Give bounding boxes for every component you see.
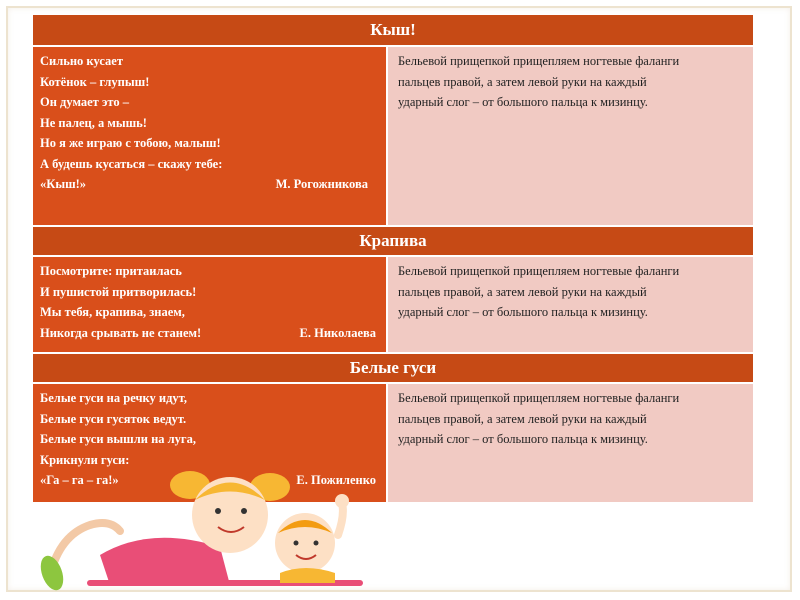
instruction-line: Бельевой прищепкой прищепляем ногтевые фаланги — [398, 391, 680, 405]
table-row-kysh — [33, 47, 753, 227]
poem-line: И пушистой притворилась! — [40, 284, 197, 299]
poem-author: М. Рогожникова — [275, 177, 368, 191]
poem-line: Посмотрите: притаилась — [40, 264, 182, 278]
instruction-line: ударный слог – от большого пальца к мизинцу. — [398, 432, 648, 446]
boy-shirt — [280, 568, 335, 583]
poem-author: Е. Пожиленко — [296, 473, 376, 487]
kids-illustration — [30, 455, 370, 595]
poem-line: Сильно кусает — [40, 54, 123, 68]
poem-line: «Кыш!» — [40, 177, 87, 191]
poem-line: Крикнули гуси: — [40, 452, 130, 467]
poem-line: Белые гуси гусяток ведут. — [40, 411, 187, 426]
instruction-cell — [388, 384, 753, 502]
poem-line: Мы тебя, крапива, знаем, — [40, 305, 185, 319]
poem-line: А будешь кусаться – скажу тебе: — [40, 156, 223, 171]
row-header-kysh: Кыш! — [33, 15, 753, 47]
poem-line: Не палец, а мышь! — [40, 115, 147, 130]
poem-author: Е. Николаева — [299, 325, 376, 340]
poem-line: Он думает это – — [40, 95, 129, 109]
poem-line: «Га – га – га!» — [40, 473, 119, 487]
exercise-table — [33, 15, 753, 502]
instruction-line: пальцев правой, а затем левой руки на каждый — [398, 411, 647, 426]
poem-cell — [33, 257, 388, 352]
instruction-line: ударный слог – от большого пальца к мизинцу. — [398, 95, 648, 109]
instruction-line: ударный слог – от большого пальца к мизинцу. — [398, 305, 648, 319]
poem-line: Белые гуси вышли на луга, — [40, 432, 196, 446]
poem-last-line — [40, 323, 378, 344]
instruction-line: Бельевой прищепкой прищепляем ногтевые фаланги — [398, 54, 680, 68]
poem-cell — [33, 47, 388, 225]
poem-last-line — [40, 174, 378, 195]
girl-shoe-icon — [36, 553, 67, 594]
instruction-cell — [388, 257, 753, 352]
instruction-line: Бельевой прищепкой прищепляем ногтевые фаланги — [398, 264, 680, 278]
row-header-belye-gusi: Белые гуси — [33, 354, 753, 384]
table-row-krapiva — [33, 257, 753, 354]
poem-line: Котёнок – глупыш! — [40, 74, 150, 89]
instruction-line: пальцев правой, а затем левой руки на каждый — [398, 74, 647, 89]
instruction-line: пальцев правой, а затем левой руки на каждый — [398, 284, 647, 299]
poem-line: Никогда срывать не станем! — [40, 325, 202, 340]
poem-line: Белые гуси на речку идут, — [40, 391, 187, 405]
poem-line: Но я же играю с тобою, малыш! — [40, 136, 221, 150]
row-header-krapiva: Крапива — [33, 227, 753, 257]
instruction-cell — [388, 47, 753, 225]
